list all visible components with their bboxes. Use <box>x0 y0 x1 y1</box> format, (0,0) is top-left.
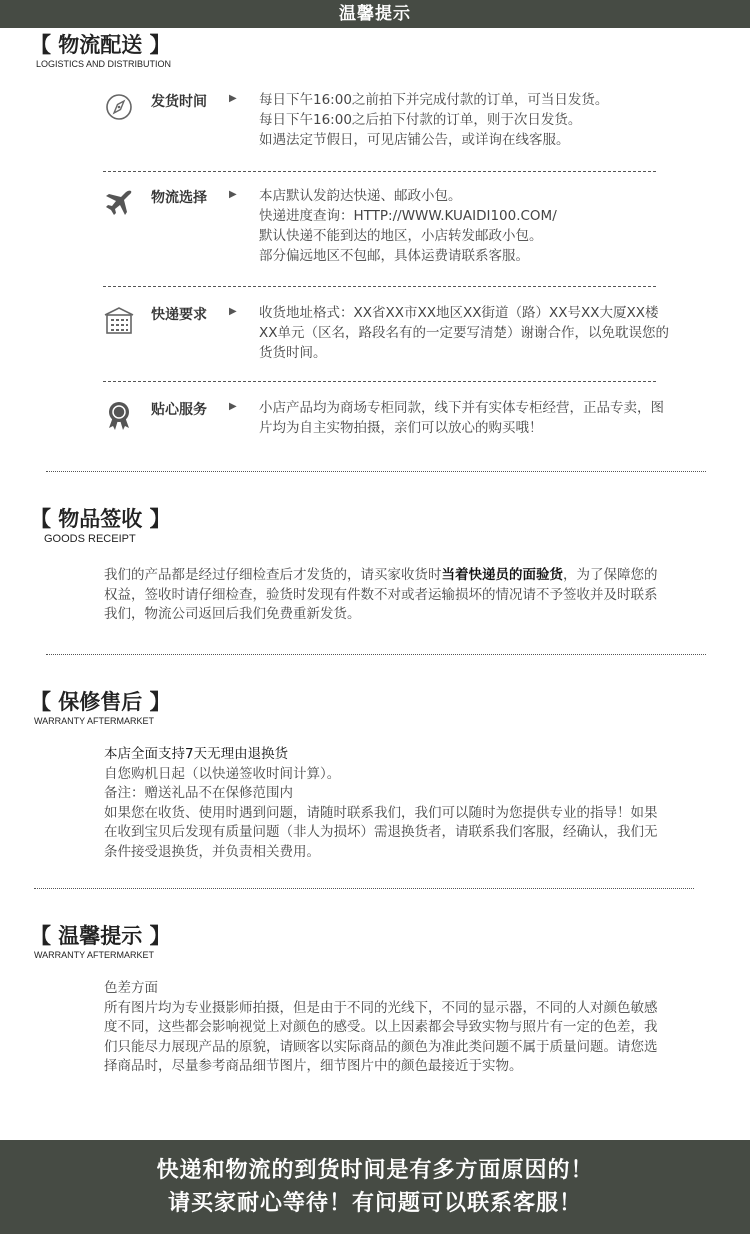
dotted-divider <box>34 888 694 889</box>
receipt-emphasis: 当着快递员的面验货 <box>441 567 563 583</box>
section-subtitle: LOGISTICS AND DISTRIBUTION <box>36 59 172 69</box>
dotted-divider <box>46 471 706 472</box>
arrow-right-icon: ▶ <box>229 401 237 412</box>
row-label: 贴心服务 <box>151 402 207 418</box>
warranty-line: 如果您在收货、使用时遇到问题，请随时联系我们，我们可以随时为您提供专业的指导！如果在收到宝贝后发现有质量问题（非人为损坏）需退换货者，请联系我们客服，经确认，我们无条件接受退换货，并负责相关费用。 <box>104 804 658 860</box>
bottom-line: 快递和物流的到货时间是有多方面原因的！ <box>156 1158 594 1183</box>
tips-heading: 色差方面 <box>104 980 158 996</box>
top-banner <box>0 0 750 28</box>
section-subtitle: WARRANTY AFTERMARKET <box>34 716 155 726</box>
arrow-right-icon: ▶ <box>229 93 237 104</box>
section-header-warranty <box>30 689 171 726</box>
row-label: 物流选择 <box>151 190 207 206</box>
section-title: 【 物流配送 】 <box>30 33 171 57</box>
bottom-banner <box>0 1140 750 1234</box>
warranty-paragraph <box>104 745 669 862</box>
row-label: 快递要求 <box>151 307 207 323</box>
warranty-headline: 本店全面支持7天无理由退换货 <box>104 746 289 762</box>
award-ribbon-icon <box>103 400 135 432</box>
section-title: 【 保修售后 】 <box>30 690 171 714</box>
arrow-right-icon: ▶ <box>229 189 237 200</box>
receipt-text: ，为了保障您的权益，签收时请仔细检查，验货时发现有件数不对或者运输损坏的情况请不予签收并及时联系我们，物流公司返回后我们免费重新发货。 <box>104 567 658 622</box>
section-subtitle: WARRANTY AFTERMARKET <box>34 950 155 960</box>
row-line: 如遇法定节假日，可见店铺公告，或详询在线客服。 <box>259 132 570 148</box>
row-text <box>259 90 669 150</box>
dashed-divider <box>103 286 656 287</box>
row-text: 收货地址格式：XX省XX市XX地区XX街道（路）XX号XX大厦XX楼XX单元（区名，路段名有的一定要写清楚）谢谢合作，以免耽误您的货货时间。 <box>259 305 669 361</box>
dashed-divider <box>103 381 656 382</box>
bottom-line: 请买家耐心等待！有问题可以联系客服！ <box>167 1191 582 1216</box>
tips-paragraph <box>104 979 669 1077</box>
warranty-line: 自您购机日起（以快递签收时间计算）。 <box>104 765 341 782</box>
section-subtitle: GOODS RECEIPT <box>44 533 136 545</box>
section-title: 【 物品签收 】 <box>30 507 171 531</box>
dotted-divider <box>46 654 706 655</box>
dashed-divider <box>103 171 656 172</box>
row-text <box>259 186 669 266</box>
row-line: 每日下午16:00之后拍下付款的订单，则于次日发货。 <box>259 112 582 128</box>
section-header-receipt <box>30 506 171 545</box>
building-icon <box>103 305 135 337</box>
row-line: 部分偏远地区不包邮，具体运费请联系客服。 <box>259 248 529 264</box>
warranty-line: 备注：赠送礼品不在保修范围内 <box>104 785 293 801</box>
section-title: 【 温馨提示 】 <box>30 924 171 948</box>
row-label: 发货时间 <box>151 94 207 110</box>
row-line: 每日下午16:00之前拍下并完成付款的订单，可当日发货。 <box>259 92 609 108</box>
airplane-icon <box>103 188 135 220</box>
section-header-logistics <box>30 32 171 69</box>
arrow-right-icon: ▶ <box>229 306 237 317</box>
banner-title: 温馨提示 <box>339 4 411 24</box>
compass-icon <box>103 92 135 124</box>
section-header-tips <box>30 923 171 960</box>
row-text: 小店产品均为商场专柜同款，线下并有实体专柜经营，正品专卖，图片均为自主实物拍摄，亲们可以放心的购买哦！ <box>259 400 664 436</box>
row-line: 快递进度查询：HTTP://WWW.KUAIDI100.COM/ <box>259 208 557 224</box>
tips-text: 所有图片均为专业摄影师拍摄，但是由于不同的光线下，不同的显示器，不同的人对颜色敏感度不同，这些都会影响视觉上对颜色的感受。以上因素都会导致实物与照片有一定的色差，我们只能尽力展现产品的原貌，请顾客以实际商品的颜色为准此类问题不属于质量问题。请您选择商品时，尽量参考商品细节图片，细节图片中的颜色最接近于实物。 <box>104 999 658 1074</box>
row-line: 本店默认发韵达快递、邮政小包。 <box>259 188 462 204</box>
receipt-text: 我们的产品都是经过仔细检查后才发货的，请买家收货时 <box>104 567 442 583</box>
row-line: 默认快递不能到达的地区，小店转发邮政小包。 <box>259 228 543 244</box>
receipt-paragraph <box>104 566 669 625</box>
